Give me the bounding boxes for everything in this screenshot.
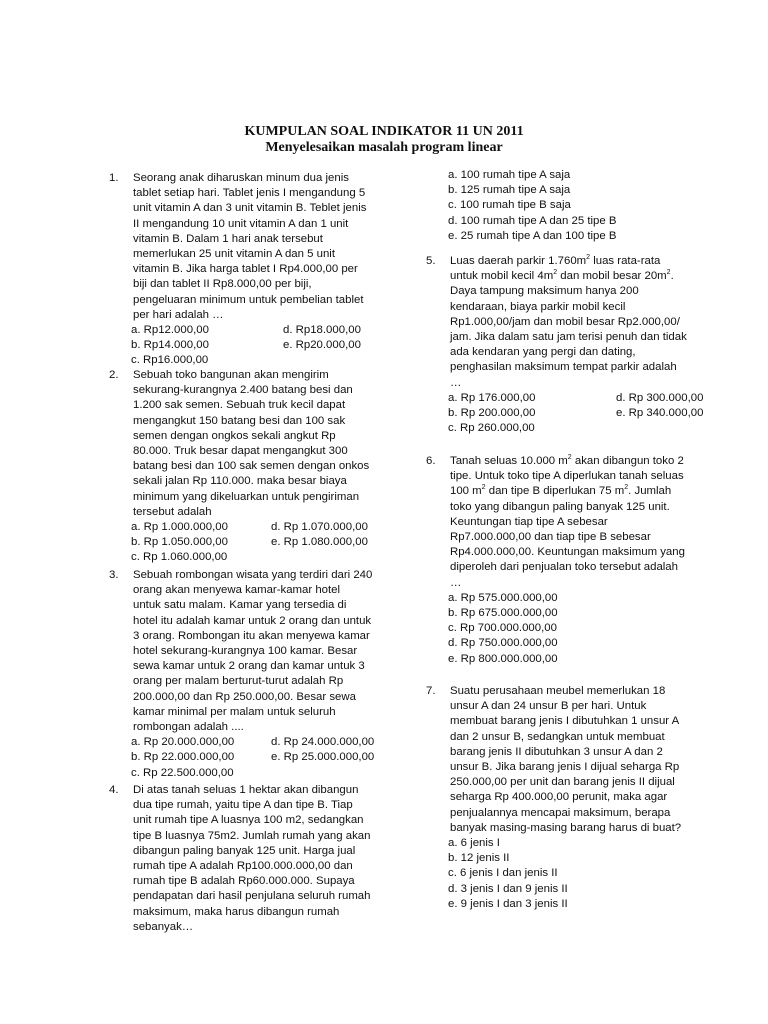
question-line: … xyxy=(450,576,462,589)
question-line: Tanah seluas 10.000 $m^2$ akan dibangun toko 2 xyxy=(450,454,684,467)
option-b: b. Rp 22.000.000,00 xyxy=(131,751,235,764)
question-line: 1.200 sak semen. Sebuah truk kecil dapat xyxy=(133,399,346,412)
question-line: orang akan menyewa kamar-kamar hotel xyxy=(133,584,341,597)
answer-options xyxy=(131,520,381,566)
question-line: memerlukan 25 unit vitamin A dan 5 unit xyxy=(133,248,335,261)
question-line: kamar minimal per malam untuk seluruh xyxy=(133,705,336,718)
question-line: unsur B. Jika barang jenis I dijual seharga Rp xyxy=(450,761,680,774)
question-line: barang jenis II dibutuhkan 3 unsur A dan 2 xyxy=(450,745,663,758)
question-line: hotel itu adalah kamar untuk 2 orang dan untuk xyxy=(133,614,372,627)
question-line: 250.000,00 per unit dan barang jenis II dijual xyxy=(450,776,675,789)
question-line: … xyxy=(450,376,462,389)
answer-options xyxy=(131,735,381,781)
question-line: rombongan adalah .... xyxy=(133,721,244,734)
question-line: sekali jalan Rp 110.000. maka besar biaya xyxy=(133,475,347,488)
question-line: Rp7.000.000,00 dan tiap tipe B sebesar xyxy=(450,531,651,544)
question-4-options xyxy=(426,168,706,244)
question-line: unit vitamin A dan 3 unit vitamin B. Teblet jenis xyxy=(133,202,367,215)
question-6 xyxy=(426,454,706,667)
question-line: Keuntungan tiap tipe A sebesar xyxy=(450,515,608,528)
option-a: a. 6 jenis I xyxy=(448,837,500,850)
option-c: c. Rp 260.000,00 xyxy=(448,422,535,435)
option-b: b. Rp 675.000.000,00 xyxy=(448,607,558,620)
question-text xyxy=(133,171,381,323)
question-line: 200.000,00 dan Rp 250.000,00. Besar sewa xyxy=(133,690,356,703)
question-line: seharga Rp 400.000,00 perunit, maka agar xyxy=(450,791,668,804)
question-line: dua tipe rumah, yaitu tipe A dan tipe B. Tiap xyxy=(133,799,353,812)
question-line: penjualannya mencapai maksimum, berapa xyxy=(450,806,671,819)
question-number: 3. xyxy=(109,569,119,581)
question-line: dan 2 unsur B, sedangkan untuk membuat xyxy=(450,730,665,743)
question-line: 3 orang. Rombongan itu akan menyewa kamar xyxy=(133,629,370,642)
option-c: c. 6 jenis I dan jenis II xyxy=(448,867,558,880)
answer-options xyxy=(448,836,706,912)
question-line: batang besi dan 100 sak semen dengan onkos xyxy=(133,460,370,473)
option-e: e. 25 rumah tipe A dan 100 tipe B xyxy=(448,229,617,242)
question-line: membuat barang jenis I dibutuhkan 1 unsur A xyxy=(450,715,680,728)
question-line: tablet setiap hari. Tablet jenis I mengandung 5 xyxy=(133,187,366,200)
question-line: kendaraan, biaya parkir mobil kecil xyxy=(450,300,626,313)
option-b: b. Rp14.000,00 xyxy=(131,339,209,352)
option-d: d. Rp 1.070.000,00 xyxy=(271,521,368,534)
question-line: tipe B luasnya 75m2. Jumlah rumah yang akan xyxy=(133,829,371,842)
option-c: c. Rp 1.060.000,00 xyxy=(131,551,228,564)
option-a: a. 100 rumah tipe A saja xyxy=(448,169,571,181)
question-line: maksimum, maka harus dibangun rumah xyxy=(133,905,340,918)
question-line: semen dengan ongkos sekali angkut Rp xyxy=(133,429,336,442)
question-line: rumah tipe B adalah Rp60.000.000. Supaya xyxy=(133,875,355,888)
option-a: a. Rp 1.000.000,00 xyxy=(131,521,228,534)
question-text xyxy=(450,254,706,391)
option-d: d. Rp 24.000.000,00 xyxy=(271,736,375,749)
question-line: sewa kamar untuk 2 orang dan kamar untuk 3 xyxy=(133,660,365,673)
question-line: banyak masing-masing barang harus di buat? xyxy=(450,821,682,834)
option-d: d. 3 jenis I dan 9 jenis II xyxy=(448,882,568,895)
option-e: e. 9 jenis I dan 3 jenis II xyxy=(448,897,568,910)
question-line: vitamin B. Jika harga tablet I Rp4.000,00 per xyxy=(133,263,358,276)
question-number: 5. xyxy=(426,255,436,267)
question-number: 6. xyxy=(426,455,436,467)
option-a: a. Rp 20.000.000,00 xyxy=(131,736,235,749)
question-3 xyxy=(109,568,381,781)
option-e: e. Rp20.000,00 xyxy=(283,339,361,352)
question-line: hotel sekurang-kurangnya 100 kamar. Besar xyxy=(133,645,358,658)
question-text xyxy=(133,568,381,735)
question-7 xyxy=(426,684,706,912)
option-e: e. Rp 25.000.000,00 xyxy=(271,751,375,764)
answer-options xyxy=(448,168,706,244)
option-c: c. Rp16.000,00 xyxy=(131,354,209,367)
option-c: c. 100 rumah tipe B saja xyxy=(448,199,571,212)
question-line: penghasilan maksimum tempat parkir adalah xyxy=(450,361,677,374)
question-5 xyxy=(426,254,706,436)
document-title: KUMPULAN SOAL INDIKATOR 11 UN 2011 xyxy=(244,124,524,139)
question-line: tersebut adalah xyxy=(133,505,212,518)
option-a: a. Rp 176.000,00 xyxy=(448,391,536,404)
question-line: Rp4.000.000,00. Keuntungan maksimum yang xyxy=(450,546,685,559)
question-line: Rp1.000,00/jam dan mobil besar Rp2.000,00/ xyxy=(450,315,680,328)
question-line: per hari adalah … xyxy=(133,308,224,321)
question-line: pengeluaran minimum untuk pembelian tablet xyxy=(133,293,364,306)
question-number: 1. xyxy=(109,172,119,184)
question-1 xyxy=(109,171,381,369)
question-line: Di atas tanah seluas 1 hektar akan dibangun xyxy=(133,784,359,796)
option-a: a. Rp 575.000.000,00 xyxy=(448,591,558,604)
option-b: b. Rp 200.000,00 xyxy=(448,407,536,420)
answer-options xyxy=(448,591,706,667)
question-number: 7. xyxy=(426,685,436,697)
option-b: b. 12 jenis II xyxy=(448,852,510,865)
question-line: dibangun paling banyak 125 unit. Harga jual xyxy=(133,844,356,857)
question-line: orang per malam berturut-turut adalah Rp xyxy=(133,675,344,688)
question-line: untuk mobil kecil $4m^2$ dan mobil besar $20m^2$. xyxy=(450,269,674,283)
option-d: d. Rp18.000,00 xyxy=(283,324,361,337)
question-line: Sebuah rombongan wisata yang terdiri dari 240 xyxy=(133,569,373,581)
question-line: 100 $m^2$ dan tipe B diperlukan 75 $m^2$. Jumlah xyxy=(450,484,672,498)
question-text xyxy=(133,368,381,520)
answer-options xyxy=(448,391,706,437)
question-4 xyxy=(109,783,381,935)
question-number: 4. xyxy=(109,784,119,796)
question-line: vitamin B. Dalam 1 hari anak tersebut xyxy=(133,232,323,245)
option-d: d. Rp 300.000,00 xyxy=(616,391,704,404)
option-d: d. 100 rumah tipe A dan 25 tipe B xyxy=(448,214,617,227)
document-subtitle: Menyelesaikan masalah program linear xyxy=(265,140,503,155)
option-c: c. Rp 700.000.000,00 xyxy=(448,622,557,635)
question-line: Sebuah toko bangunan akan mengirim xyxy=(133,369,329,381)
question-line: diperoleh dari penjualan toko tersebut adalah xyxy=(450,561,678,574)
question-line: 80.000. Truk besar dapat mengangkut 300 xyxy=(133,445,348,458)
option-e: e. Rp 340.000,00 xyxy=(616,407,704,420)
option-b: b. 125 rumah tipe A saja xyxy=(448,184,571,197)
question-line: II mengandung 10 unit vitamin A dan 1 unit xyxy=(133,217,349,230)
question-line: jam. Jika dalam satu jam terisi penuh dan tidak xyxy=(450,331,687,344)
option-b: b. Rp 1.050.000,00 xyxy=(131,536,228,549)
question-line: ada kendaran yang pergi dan dating, xyxy=(450,346,636,359)
question-line: tipe. Untuk toko tipe A diperlukan tanah seluas xyxy=(450,470,684,483)
option-e: e. Rp 800.000.000,00 xyxy=(448,652,558,665)
question-line: mengangkut 150 batang besi dan 100 sak xyxy=(133,414,346,427)
question-number: 2. xyxy=(109,369,119,381)
question-text xyxy=(450,454,706,591)
question-line: minimum yang dikeluarkan untuk pengiriman xyxy=(133,490,360,503)
question-line: Seorang anak diharuskan minum dua jenis xyxy=(133,172,349,184)
question-line: sekurang-kurangnya 2.400 batang besi dan xyxy=(133,384,353,397)
question-text xyxy=(133,783,381,935)
option-e: e. Rp 1.080.000,00 xyxy=(271,536,368,549)
question-line: Suatu perusahaan meubel memerlukan 18 xyxy=(450,685,666,697)
question-2 xyxy=(109,368,381,566)
answer-options xyxy=(131,323,381,369)
question-line: unit rumah tipe A luasnya 100 m2, sedangkan xyxy=(133,814,364,827)
question-line: sebanyak… xyxy=(133,920,194,933)
question-line: unsur A dan 24 unsur B per hari. Untuk xyxy=(450,700,647,713)
question-line: untuk satu malam. Kamar yang tersedia di xyxy=(133,599,347,612)
question-text xyxy=(450,684,706,836)
option-c: c. Rp 22.500.000,00 xyxy=(131,766,234,779)
option-d: d. Rp 750.000.000,00 xyxy=(448,637,558,650)
question-line: toko yang dibangun paling banyak 125 unit. xyxy=(450,500,670,513)
option-a: a. Rp12.000,00 xyxy=(131,324,209,337)
question-line: Luas daerah parkir $1.760m^2$ luas rata-rata xyxy=(450,254,661,267)
question-line: Daya tampung maksimum hanya 200 xyxy=(450,285,639,298)
question-line: pendapatan dari hasil penjulana seluruh rumah xyxy=(133,890,371,903)
question-line: rumah tipe A adalah Rp100.000.000,00 dan xyxy=(133,860,353,873)
question-line: biji dan tablet II Rp8.000,00 per biji, xyxy=(133,278,312,291)
